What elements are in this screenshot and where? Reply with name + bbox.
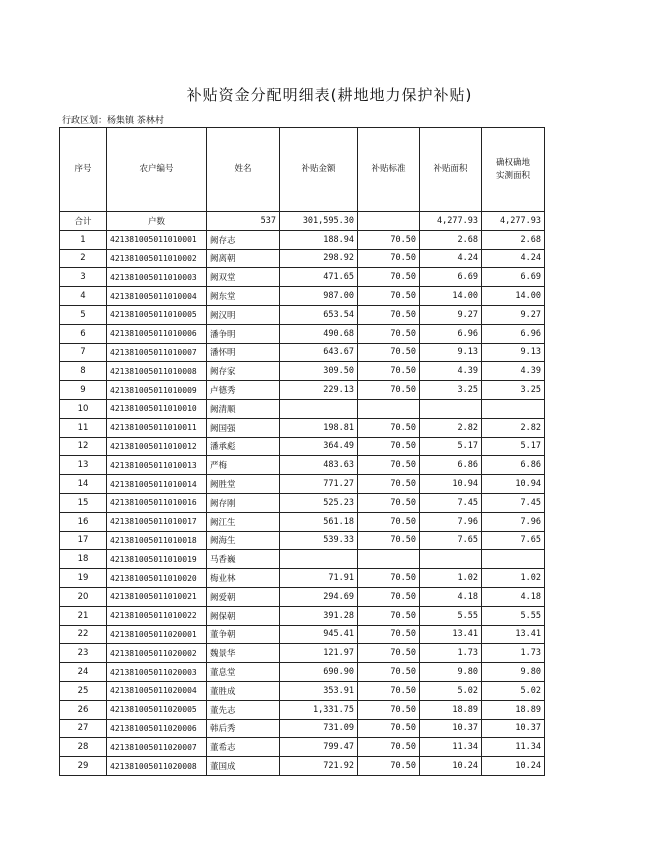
cell-measured: 5.02 — [482, 681, 545, 700]
cell-standard: 70.50 — [358, 249, 420, 268]
cell-no: 20 — [60, 587, 107, 606]
cell-standard: 70.50 — [358, 493, 420, 512]
cell-name: 严梅 — [207, 456, 280, 475]
cell-code: 421381005011010009 — [107, 381, 207, 400]
cell-code: 421381005011010010 — [107, 399, 207, 418]
cell-code: 421381005011020007 — [107, 738, 207, 757]
table-row — [60, 399, 545, 418]
total-area: 4,277.93 — [420, 212, 482, 231]
cell-area: 7.96 — [420, 512, 482, 531]
cell-name: 梅业林 — [207, 569, 280, 588]
header-name: 姓名 — [207, 128, 280, 212]
cell-area: 5.17 — [420, 437, 482, 456]
cell-area — [420, 550, 482, 569]
cell-no: 12 — [60, 437, 107, 456]
cell-no: 25 — [60, 681, 107, 700]
cell-measured: 14.00 — [482, 287, 545, 306]
cell-no: 7 — [60, 343, 107, 362]
cell-measured: 4.24 — [482, 249, 545, 268]
table-row — [60, 719, 545, 738]
cell-amount: 71.91 — [280, 569, 358, 588]
cell-standard: 70.50 — [358, 343, 420, 362]
cell-amount: 483.63 — [280, 456, 358, 475]
table-row — [60, 738, 545, 757]
cell-standard: 70.50 — [358, 587, 420, 606]
cell-measured: 10.24 — [482, 757, 545, 776]
cell-amount: 799.47 — [280, 738, 358, 757]
cell-code: 421381005011010007 — [107, 343, 207, 362]
cell-area: 10.37 — [420, 719, 482, 738]
cell-standard: 70.50 — [358, 738, 420, 757]
total-households-label: 户数 — [107, 212, 207, 231]
cell-standard — [358, 399, 420, 418]
table-row — [60, 493, 545, 512]
cell-standard: 70.50 — [358, 512, 420, 531]
cell-standard: 70.50 — [358, 362, 420, 381]
cell-no: 8 — [60, 362, 107, 381]
cell-amount: 561.18 — [280, 512, 358, 531]
cell-code: 421381005011010013 — [107, 456, 207, 475]
total-standard — [358, 212, 420, 231]
cell-code: 421381005011020008 — [107, 757, 207, 776]
cell-amount: 1,331.75 — [280, 700, 358, 719]
cell-area: 9.13 — [420, 343, 482, 362]
cell-standard: 70.50 — [358, 625, 420, 644]
cell-measured: 2.82 — [482, 418, 545, 437]
table-row — [60, 663, 545, 682]
cell-area: 6.96 — [420, 324, 482, 343]
cell-name: 潘怀明 — [207, 343, 280, 362]
table-row — [60, 437, 545, 456]
table-row — [60, 531, 545, 550]
cell-amount: 198.81 — [280, 418, 358, 437]
cell-name: 阙东堂 — [207, 287, 280, 306]
cell-area: 2.82 — [420, 418, 482, 437]
table-row — [60, 381, 545, 400]
table-row — [60, 230, 545, 249]
cell-code: 421381005011010020 — [107, 569, 207, 588]
cell-amount: 945.41 — [280, 625, 358, 644]
cell-area: 4.24 — [420, 249, 482, 268]
table-row — [60, 305, 545, 324]
cell-name: 韩后秀 — [207, 719, 280, 738]
cell-amount: 471.65 — [280, 268, 358, 287]
table-row — [60, 606, 545, 625]
table-row — [60, 644, 545, 663]
cell-standard: 70.50 — [358, 305, 420, 324]
cell-amount: 987.00 — [280, 287, 358, 306]
total-amount: 301,595.30 — [280, 212, 358, 231]
cell-code: 421381005011020006 — [107, 719, 207, 738]
cell-no: 5 — [60, 305, 107, 324]
cell-amount: 539.33 — [280, 531, 358, 550]
cell-code: 421381005011010004 — [107, 287, 207, 306]
table-row — [60, 512, 545, 531]
table-row — [60, 569, 545, 588]
cell-no: 1 — [60, 230, 107, 249]
cell-measured: 5.55 — [482, 606, 545, 625]
cell-name: 阙清顺 — [207, 399, 280, 418]
cell-area — [420, 399, 482, 418]
cell-no: 11 — [60, 418, 107, 437]
table-header-row — [60, 128, 545, 212]
cell-area: 1.02 — [420, 569, 482, 588]
table-row — [60, 324, 545, 343]
cell-name: 董希志 — [207, 738, 280, 757]
cell-measured: 7.65 — [482, 531, 545, 550]
table-row — [60, 249, 545, 268]
cell-code: 421381005011010019 — [107, 550, 207, 569]
header-area: 补贴面积 — [420, 128, 482, 212]
cell-amount: 721.92 — [280, 757, 358, 776]
cell-standard: 70.50 — [358, 418, 420, 437]
cell-code: 421381005011010022 — [107, 606, 207, 625]
table-row — [60, 362, 545, 381]
header-no: 序号 — [60, 128, 107, 212]
cell-amount: 294.69 — [280, 587, 358, 606]
cell-code: 421381005011020002 — [107, 644, 207, 663]
cell-measured: 4.39 — [482, 362, 545, 381]
cell-area: 5.55 — [420, 606, 482, 625]
cell-name: 魏景华 — [207, 644, 280, 663]
cell-no: 15 — [60, 493, 107, 512]
cell-standard: 70.50 — [358, 230, 420, 249]
cell-no: 6 — [60, 324, 107, 343]
cell-code: 421381005011010012 — [107, 437, 207, 456]
cell-amount: 653.54 — [280, 305, 358, 324]
cell-standard: 70.50 — [358, 757, 420, 776]
cell-standard: 70.50 — [358, 324, 420, 343]
cell-code: 421381005011010003 — [107, 268, 207, 287]
cell-amount: 229.13 — [280, 381, 358, 400]
cell-no: 17 — [60, 531, 107, 550]
table-row — [60, 343, 545, 362]
cell-measured: 1.02 — [482, 569, 545, 588]
cell-standard: 70.50 — [358, 719, 420, 738]
cell-amount: 364.49 — [280, 437, 358, 456]
cell-name: 阙爱朝 — [207, 587, 280, 606]
cell-measured: 6.69 — [482, 268, 545, 287]
cell-no: 4 — [60, 287, 107, 306]
cell-amount: 309.50 — [280, 362, 358, 381]
cell-code: 421381005011010018 — [107, 531, 207, 550]
cell-area: 3.25 — [420, 381, 482, 400]
cell-area: 7.65 — [420, 531, 482, 550]
cell-standard: 70.50 — [358, 437, 420, 456]
cell-code: 421381005011010005 — [107, 305, 207, 324]
cell-amount: 391.28 — [280, 606, 358, 625]
cell-name: 阙保朝 — [207, 606, 280, 625]
page-title: 补贴资金分配明细表(耕地地力保护补贴) — [186, 86, 473, 104]
table-row — [60, 268, 545, 287]
table-row — [60, 757, 545, 776]
cell-measured: 4.18 — [482, 587, 545, 606]
table-row — [60, 681, 545, 700]
cell-name: 马香巍 — [207, 550, 280, 569]
cell-measured: 11.34 — [482, 738, 545, 757]
cell-no: 3 — [60, 268, 107, 287]
cell-measured: 10.94 — [482, 475, 545, 494]
cell-measured: 18.89 — [482, 700, 545, 719]
cell-name: 阙国强 — [207, 418, 280, 437]
cell-standard: 70.50 — [358, 456, 420, 475]
cell-no: 24 — [60, 663, 107, 682]
cell-standard: 70.50 — [358, 681, 420, 700]
header-amount: 补贴金额 — [280, 128, 358, 212]
header-code: 农户编号 — [107, 128, 207, 212]
cell-code: 421381005011010014 — [107, 475, 207, 494]
cell-standard: 70.50 — [358, 287, 420, 306]
cell-no: 9 — [60, 381, 107, 400]
cell-name: 阙存刚 — [207, 493, 280, 512]
cell-name: 阙离朝 — [207, 249, 280, 268]
cell-amount — [280, 399, 358, 418]
cell-code: 421381005011010001 — [107, 230, 207, 249]
cell-no: 21 — [60, 606, 107, 625]
table-row — [60, 587, 545, 606]
cell-measured: 1.73 — [482, 644, 545, 663]
cell-code: 421381005011010017 — [107, 512, 207, 531]
cell-name: 潘承彪 — [207, 437, 280, 456]
cell-no: 22 — [60, 625, 107, 644]
cell-code: 421381005011010006 — [107, 324, 207, 343]
table-row — [60, 456, 545, 475]
header-measured-area — [482, 128, 545, 212]
cell-no: 2 — [60, 249, 107, 268]
cell-measured: 9.13 — [482, 343, 545, 362]
cell-name: 阙存志 — [207, 230, 280, 249]
cell-standard: 70.50 — [358, 268, 420, 287]
cell-code: 421381005011020001 — [107, 625, 207, 644]
cell-standard — [358, 550, 420, 569]
cell-measured — [482, 399, 545, 418]
cell-amount — [280, 550, 358, 569]
cell-no: 19 — [60, 569, 107, 588]
cell-no: 13 — [60, 456, 107, 475]
cell-name: 董息堂 — [207, 663, 280, 682]
cell-code: 421381005011010011 — [107, 418, 207, 437]
cell-area: 10.24 — [420, 757, 482, 776]
cell-name: 阙双堂 — [207, 268, 280, 287]
total-measured: 4,277.93 — [482, 212, 545, 231]
cell-amount: 121.97 — [280, 644, 358, 663]
cell-area: 9.27 — [420, 305, 482, 324]
cell-amount: 771.27 — [280, 475, 358, 494]
cell-area: 14.00 — [420, 287, 482, 306]
cell-measured: 7.96 — [482, 512, 545, 531]
cell-no: 18 — [60, 550, 107, 569]
table-row — [60, 418, 545, 437]
cell-amount: 525.23 — [280, 493, 358, 512]
cell-area: 4.39 — [420, 362, 482, 381]
cell-no: 29 — [60, 757, 107, 776]
cell-amount: 298.92 — [280, 249, 358, 268]
cell-no: 14 — [60, 475, 107, 494]
cell-code: 421381005011010021 — [107, 587, 207, 606]
cell-name: 阙海生 — [207, 531, 280, 550]
cell-name: 阙汉明 — [207, 305, 280, 324]
cell-name: 潘争明 — [207, 324, 280, 343]
cell-measured — [482, 550, 545, 569]
cell-standard: 70.50 — [358, 475, 420, 494]
header-measured-line2: 实测面积 — [495, 170, 530, 181]
cell-code: 421381005011020005 — [107, 700, 207, 719]
cell-standard: 70.50 — [358, 644, 420, 663]
header-measured-line1: 确权确地 — [495, 157, 530, 168]
table-row — [60, 287, 545, 306]
total-row — [60, 212, 545, 231]
cell-name: 阙江生 — [207, 512, 280, 531]
cell-name: 董胜成 — [207, 681, 280, 700]
table-row — [60, 550, 545, 569]
region-label: 行政区划：杨集镇 茶林村 — [62, 116, 164, 126]
cell-no: 26 — [60, 700, 107, 719]
cell-no: 16 — [60, 512, 107, 531]
cell-measured: 9.80 — [482, 663, 545, 682]
cell-area: 2.68 — [420, 230, 482, 249]
cell-area: 18.89 — [420, 700, 482, 719]
cell-code: 421381005011010002 — [107, 249, 207, 268]
cell-amount: 188.94 — [280, 230, 358, 249]
cell-measured: 3.25 — [482, 381, 545, 400]
cell-standard: 70.50 — [358, 381, 420, 400]
cell-standard: 70.50 — [358, 663, 420, 682]
cell-no: 23 — [60, 644, 107, 663]
cell-code: 421381005011020004 — [107, 681, 207, 700]
cell-measured: 2.68 — [482, 230, 545, 249]
cell-area: 1.73 — [420, 644, 482, 663]
cell-standard: 70.50 — [358, 606, 420, 625]
cell-area: 11.34 — [420, 738, 482, 757]
table-row — [60, 625, 545, 644]
cell-area: 13.41 — [420, 625, 482, 644]
header-standard: 补贴标准 — [358, 128, 420, 212]
table-row — [60, 475, 545, 494]
cell-area: 9.80 — [420, 663, 482, 682]
cell-no: 28 — [60, 738, 107, 757]
cell-amount: 353.91 — [280, 681, 358, 700]
cell-area: 4.18 — [420, 587, 482, 606]
cell-amount: 690.90 — [280, 663, 358, 682]
cell-standard: 70.50 — [358, 700, 420, 719]
cell-measured: 7.45 — [482, 493, 545, 512]
subsidy-table — [59, 127, 545, 776]
cell-measured: 6.96 — [482, 324, 545, 343]
cell-amount: 643.67 — [280, 343, 358, 362]
cell-area: 7.45 — [420, 493, 482, 512]
cell-measured: 9.27 — [482, 305, 545, 324]
cell-measured: 10.37 — [482, 719, 545, 738]
cell-name: 阙存家 — [207, 362, 280, 381]
cell-area: 6.69 — [420, 268, 482, 287]
cell-measured: 13.41 — [482, 625, 545, 644]
cell-amount: 731.09 — [280, 719, 358, 738]
cell-name: 阙胜堂 — [207, 475, 280, 494]
cell-code: 421381005011010008 — [107, 362, 207, 381]
cell-measured: 5.17 — [482, 437, 545, 456]
cell-name: 董争朝 — [207, 625, 280, 644]
cell-area: 10.94 — [420, 475, 482, 494]
cell-name: 董先志 — [207, 700, 280, 719]
total-households: 537 — [207, 212, 280, 231]
cell-no: 27 — [60, 719, 107, 738]
table-row — [60, 700, 545, 719]
cell-standard: 70.50 — [358, 531, 420, 550]
cell-measured: 6.86 — [482, 456, 545, 475]
cell-amount: 490.68 — [280, 324, 358, 343]
cell-area: 6.86 — [420, 456, 482, 475]
total-label: 合计 — [60, 212, 107, 231]
cell-code: 421381005011020003 — [107, 663, 207, 682]
cell-no: 10 — [60, 399, 107, 418]
cell-standard: 70.50 — [358, 569, 420, 588]
cell-name: 董国成 — [207, 757, 280, 776]
cell-name: 卢德秀 — [207, 381, 280, 400]
cell-area: 5.02 — [420, 681, 482, 700]
cell-code: 421381005011010016 — [107, 493, 207, 512]
